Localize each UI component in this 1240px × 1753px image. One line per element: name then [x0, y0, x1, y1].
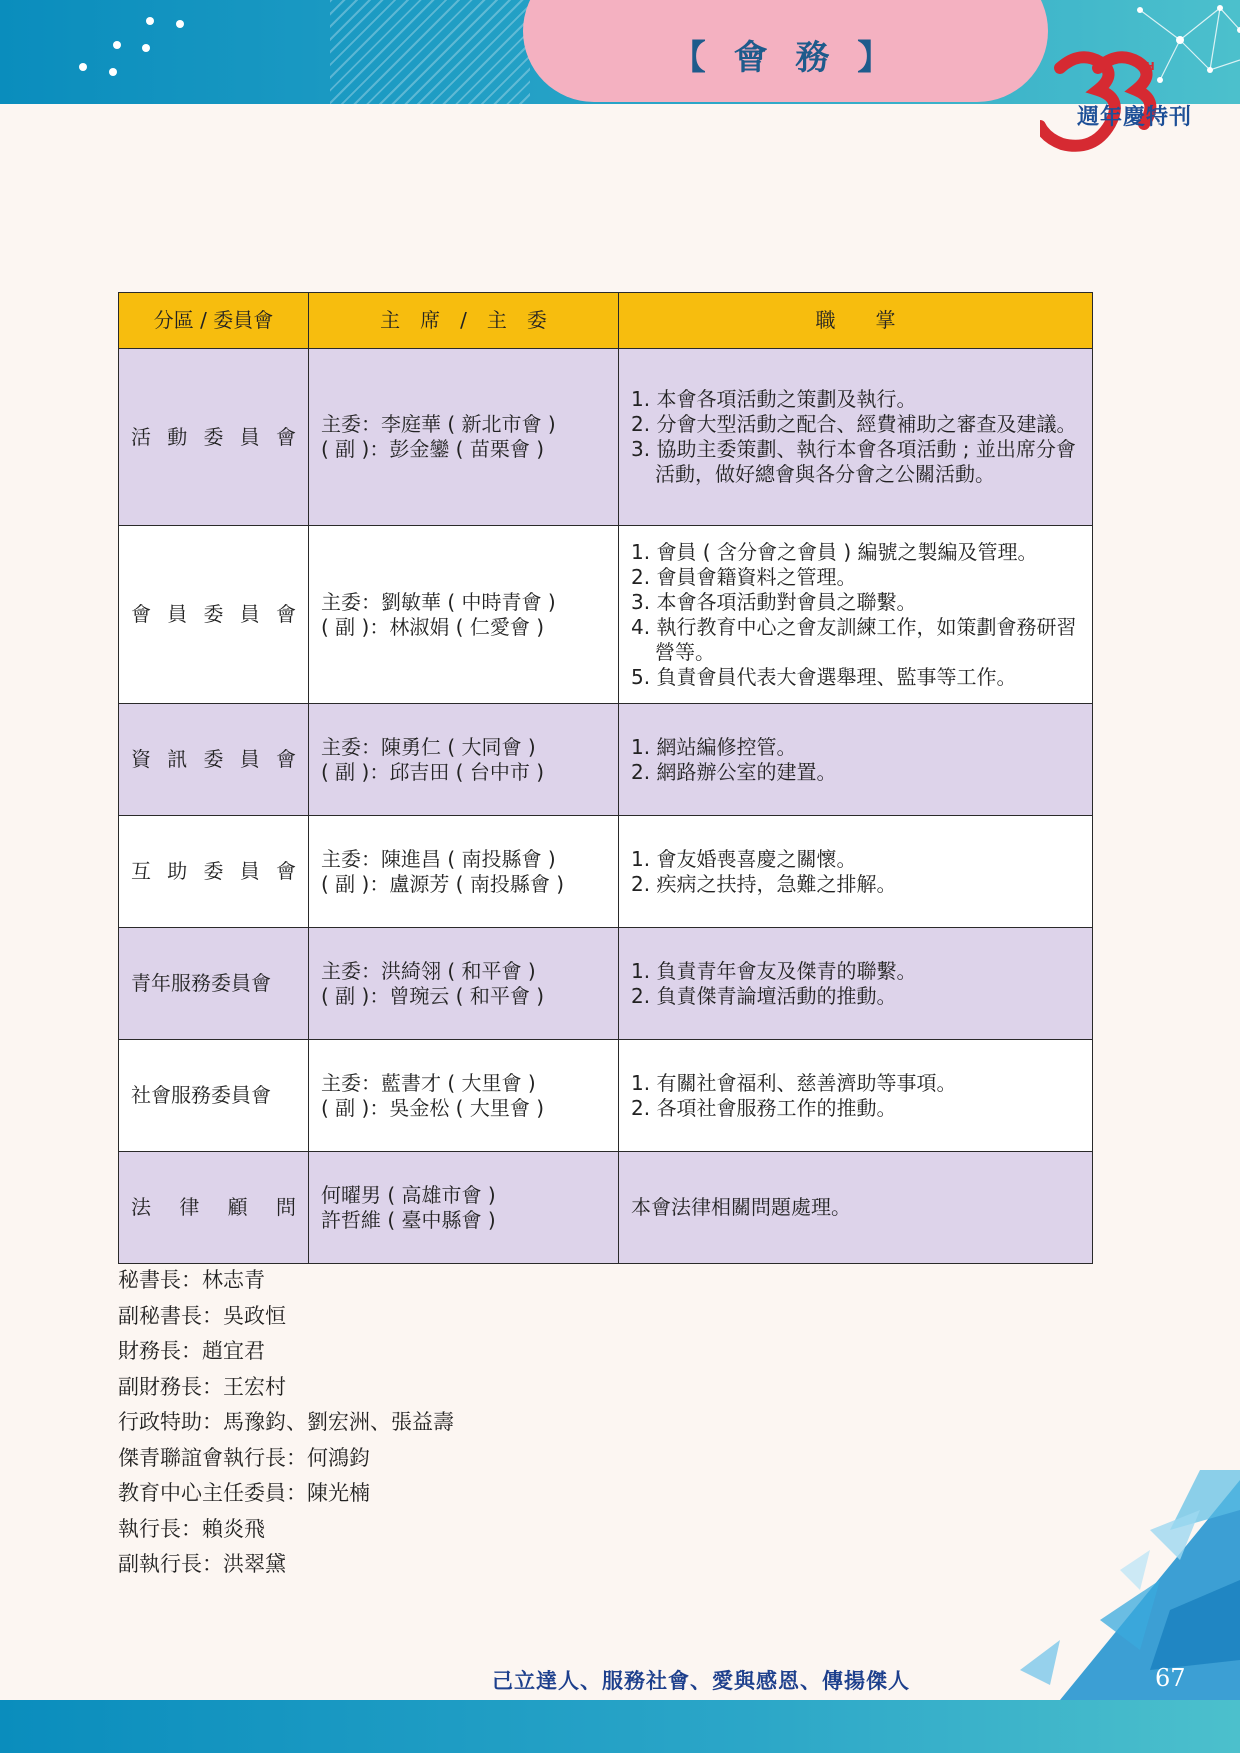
chair-cell [309, 526, 619, 704]
officer-line: 秘書長：林志青 [118, 1268, 265, 1292]
committee-name: 互助委員會 [119, 816, 309, 928]
duty-item: 本會法律相關問題處理。 [631, 1195, 851, 1219]
duty-item: 2. 負責傑青論壇活動的推動。 [631, 983, 897, 1008]
chair-line: 主委：洪綺翎 ( 和平會 ) [321, 958, 536, 983]
officers-list [118, 1263, 454, 1583]
header-chair: 主 席 / 主 委 [309, 293, 619, 349]
table-row [119, 928, 1093, 1040]
chair-line: 主委：劉敏華 ( 中時青會 ) [321, 589, 556, 614]
committee-name: 會員委員會 [119, 526, 309, 704]
chair-cell [309, 1152, 619, 1264]
chair-cell [309, 349, 619, 526]
header-committee: 分區 / 委員會 [119, 293, 309, 349]
duty-item: 4. 執行教育中心之會友訓練工作，如策劃會務研習營等。 [631, 614, 1077, 664]
table-header-row [119, 293, 1093, 349]
duty-item: 1. 會友婚喪喜慶之關懷。 [631, 846, 857, 871]
vice-chair-line: ( 副 )：盧源芳 ( 南投縣會 ) [321, 871, 564, 896]
officer-line: 執行長：賴炎飛 [118, 1516, 265, 1541]
page-number: 67 [1155, 1664, 1186, 1692]
committee-name: 法律顧問 [119, 1152, 309, 1264]
geometric-decoration [1000, 1470, 1240, 1700]
decor-dot [142, 44, 150, 52]
committee-name: 社會服務委員會 [119, 1040, 309, 1152]
advisor-line: 許哲維 ( 臺中縣會 ) [321, 1207, 496, 1232]
chair-line: 主委：陳勇仁 ( 大同會 ) [321, 734, 536, 759]
duty-item: 2. 分會大型活動之配合、經費補助之審查及建議。 [631, 412, 1077, 436]
duty-item: 2. 網路辦公室的建置。 [631, 759, 837, 784]
committee-name: 活動委員會 [119, 349, 309, 526]
vice-chair-line: ( 副 )：邱吉田 ( 台中市 ) [321, 759, 544, 784]
duties-cell [619, 928, 1093, 1040]
duty-item: 3. 協助主委策劃、執行本會各項活動 ; 並出席分會活動，做好總會與各分會之公關活動。 [631, 437, 1076, 486]
footer-band [0, 1700, 1240, 1753]
duties-cell [619, 526, 1093, 704]
duties-cell [619, 349, 1093, 526]
duties-cell [619, 704, 1093, 816]
duty-item: 3. 本會各項活動對會員之聯繫。 [631, 589, 917, 614]
chair-cell [309, 704, 619, 816]
officer-line: 財務長：趙宜君 [118, 1339, 265, 1363]
chair-cell [309, 928, 619, 1040]
officer-line: 傑青聯誼會執行長：何鴻鈞 [118, 1445, 370, 1470]
decor-dot [176, 20, 184, 28]
decor-dot [79, 63, 87, 71]
advisor-line: 何曜男 ( 高雄市會 ) [321, 1182, 496, 1207]
duties-cell [619, 1152, 1093, 1264]
footer-slogan: 己立達人、服務社會、愛與感恩、傳揚傑人 [492, 1668, 910, 1693]
committee-name: 資訊委員會 [119, 704, 309, 816]
duty-item: 1. 本會各項活動之策劃及執行。 [631, 387, 917, 411]
officer-line: 副執行長：洪翠黛 [118, 1552, 286, 1576]
duty-item: 1. 負責青年會友及傑青的聯繫。 [631, 958, 917, 983]
table-row [119, 704, 1093, 816]
chair-cell [309, 816, 619, 928]
officer-line: 教育中心主任委員：陳光楠 [118, 1481, 370, 1505]
chair-cell [309, 1040, 619, 1152]
chair-line: 主委：李庭華 ( 新北市會 ) [321, 412, 556, 436]
header-stripes [330, 0, 530, 104]
duty-item: 2. 會員會籍資料之管理。 [631, 564, 857, 589]
duty-item: 1. 會員 ( 含分會之會員 ) 編號之製編及管理。 [631, 539, 1038, 564]
duties-cell [619, 1040, 1093, 1152]
duty-item: 1. 有關社會福利、慈善濟助等事項。 [631, 1070, 957, 1095]
table-row [119, 349, 1093, 526]
table-row [119, 1040, 1093, 1152]
decor-dot [113, 41, 121, 49]
table-row [119, 1152, 1093, 1264]
officer-line: 行政特助：馬豫鈞、劉宏洲、張益壽 [118, 1410, 454, 1434]
vice-chair-line: ( 副 )：吳金松 ( 大里會 ) [321, 1095, 544, 1120]
table-row [119, 816, 1093, 928]
committee-name: 青年服務委員會 [119, 928, 309, 1040]
decor-dot [109, 68, 117, 76]
duty-item: 5. 負責會員代表大會選舉理、監事等工作。 [631, 664, 1017, 689]
vice-chair-line: ( 副 )：曾琬云 ( 和平會 ) [321, 983, 544, 1008]
chair-line: 主委：藍書才 ( 大里會 ) [321, 1070, 536, 1095]
logo-text: 週年慶特刊 [1077, 104, 1193, 130]
officer-line: 副財務長：王宏村 [118, 1374, 286, 1399]
duty-item: 1. 網站編修控管。 [631, 734, 797, 759]
table-row [119, 526, 1093, 704]
officer-line: 副秘書長：吳政恒 [118, 1303, 286, 1328]
decor-dot [146, 17, 154, 25]
chair-line: 主委：陳進昌 ( 南投縣會 ) [321, 846, 556, 871]
section-title: 【 會 務 】 [671, 38, 900, 78]
vice-chair-line: ( 副 )：彭金鑾 ( 苗栗會 ) [321, 437, 544, 461]
committee-table [118, 292, 1093, 1264]
header-duties: 職 掌 [619, 293, 1093, 349]
duties-cell [619, 816, 1093, 928]
logo-superscript: TH [1138, 60, 1155, 73]
duty-item: 2. 各項社會服務工作的推動。 [631, 1095, 897, 1120]
vice-chair-line: ( 副 )：林淑娟 ( 仁愛會 ) [321, 614, 544, 639]
duty-item: 2. 疾病之扶持，急難之排解。 [631, 871, 897, 896]
